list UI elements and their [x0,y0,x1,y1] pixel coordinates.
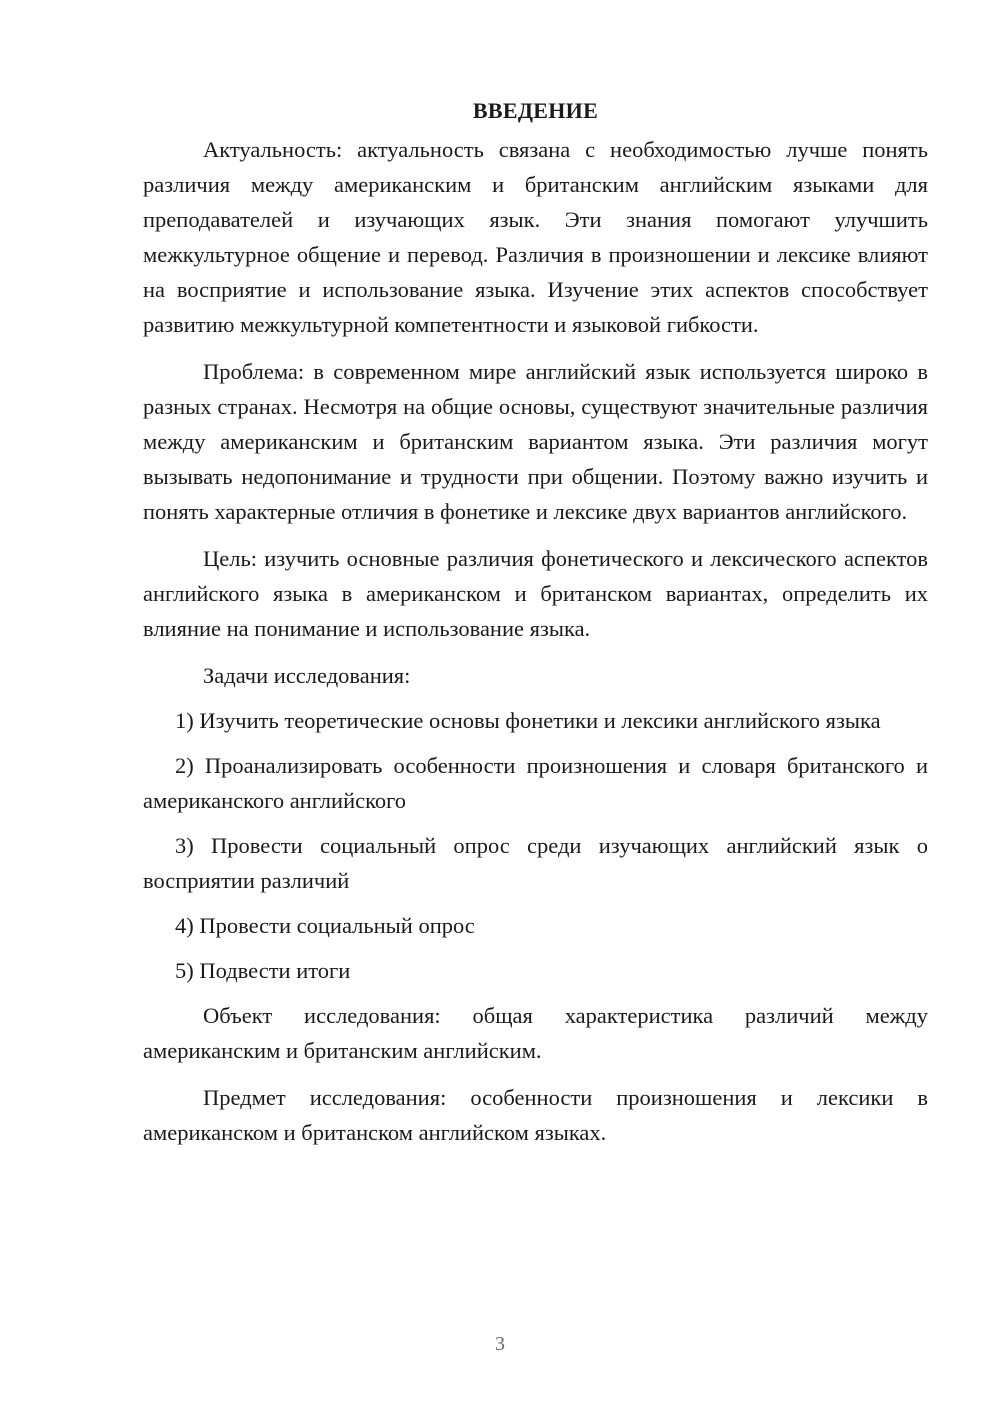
task-item-1: 1) Изучить теоретические основы фонетики и лексики английского языка [175,708,881,733]
relevance-paragraph: Актуальность: актуальность связана с необходимостью лучше понять различия между американским и британским английским языками для преподавателей и изучающих язык. Эти знания помогают улучшить межкультурное общение и перевод. Различия в произношении и лексике влияют на восприятие и использование языка. Изучение этих аспектов способствует развитию межкультурной компетентности и языковой гибкости. [143,137,928,337]
task-item-4: 4) Провести социальный опрос [175,913,475,938]
task-item-2: 2) Проанализировать особенности произношения и словаря британского и американского английского [143,753,928,813]
tasks-title: Задачи исследования: [203,663,411,688]
goal-paragraph: Цель: изучить основные различия фонетического и лексического аспектов английского языка в американском и британском вариантах, определить их влияние на понимание и использование языка. [143,546,928,641]
section-heading: ВВЕДЕНИЕ [472,98,599,123]
page-number: 3 [495,1333,505,1355]
task-item-5: 5) Подвести итоги [175,958,351,983]
subject-paragraph: Предмет исследования: особенности произношения и лексики в американском и британском английском языках. [143,1085,928,1145]
document-page [143,96,928,1162]
task-item-3: 3) Провести социальный опрос среди изучающих английский язык о восприятии различий [143,833,928,893]
problem-paragraph: Проблема: в современном мире английский язык используется широко в разных странах. Несмотря на общие основы, существуют значительные различия между американским и британским вариантом языка. Эти различия могут вызывать недопонимание и трудности при общении. Поэтому важно изучить и понять характерные отличия в фонетике и лексике двух вариантов английского. [143,359,928,524]
object-paragraph: Объект исследования: общая характеристика различий между американским и британским английским. [143,1003,928,1063]
